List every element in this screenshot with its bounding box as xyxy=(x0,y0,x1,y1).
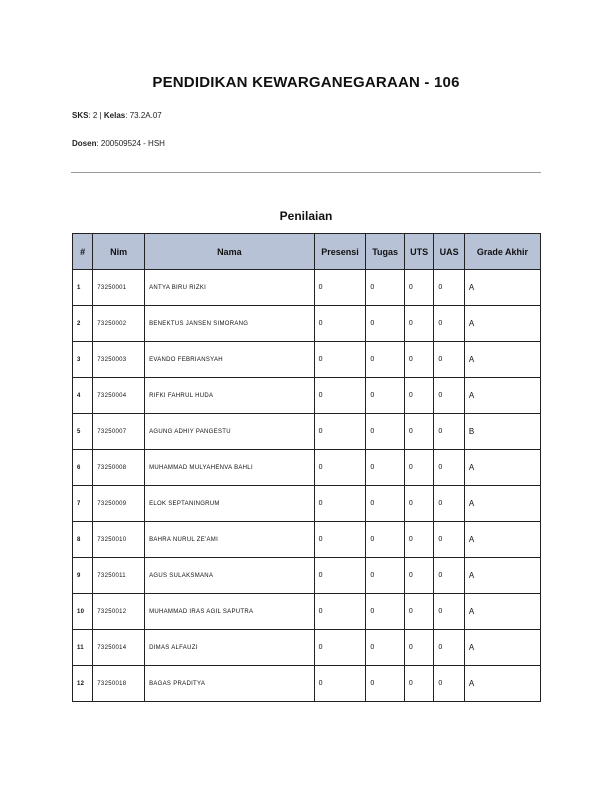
uts-cell: 0 xyxy=(404,306,433,342)
grade-cell: A xyxy=(464,558,540,594)
uas-cell: 0 xyxy=(434,270,464,306)
row-number-cell: 8 xyxy=(73,522,93,558)
uts-cell: 0 xyxy=(404,486,433,522)
nim-cell: 73250014 xyxy=(93,630,145,666)
tugas-cell: 0 xyxy=(366,522,405,558)
uas-cell: 0 xyxy=(434,342,464,378)
nim-cell: 73250010 xyxy=(93,522,145,558)
col-header-nama: Nama xyxy=(145,234,315,270)
row-number-cell: 5 xyxy=(73,414,93,450)
uas-cell: 0 xyxy=(434,306,464,342)
presensi-cell: 0 xyxy=(314,522,366,558)
sks-label: SKS xyxy=(72,111,89,120)
col-header-presensi: Presensi xyxy=(314,234,366,270)
row-number-cell: 10 xyxy=(73,594,93,630)
table-row xyxy=(73,342,541,378)
nim-cell: 73250007 xyxy=(93,414,145,450)
nim-cell: 73250002 xyxy=(93,306,145,342)
presensi-cell: 0 xyxy=(314,450,366,486)
uas-cell: 0 xyxy=(434,666,464,702)
sks-value: : 2 xyxy=(88,111,98,120)
course-meta-line xyxy=(72,111,162,120)
uas-cell: 0 xyxy=(434,594,464,630)
tugas-cell: 0 xyxy=(366,342,405,378)
tugas-cell: 0 xyxy=(366,306,405,342)
course-title: PENDIDIKAN KEWARGANEGARAAN - 106 xyxy=(152,74,460,91)
nim-cell: 73250009 xyxy=(93,486,145,522)
uts-cell: 0 xyxy=(404,378,433,414)
uas-cell: 0 xyxy=(434,378,464,414)
table-row xyxy=(73,270,541,306)
presensi-cell: 0 xyxy=(314,486,366,522)
row-number-cell: 12 xyxy=(73,666,93,702)
section-title: Penilaian xyxy=(279,209,333,223)
grade-cell: A xyxy=(464,306,540,342)
nim-cell: 73250018 xyxy=(93,666,145,702)
uts-cell: 0 xyxy=(404,594,433,630)
table-row xyxy=(73,558,541,594)
horizontal-divider xyxy=(71,172,541,173)
nim-cell: 73250004 xyxy=(93,378,145,414)
kelas-value: : 73.2A.07 xyxy=(125,111,162,120)
table-row xyxy=(73,450,541,486)
table-header-row xyxy=(73,234,541,270)
presensi-cell: 0 xyxy=(314,630,366,666)
table-row xyxy=(73,306,541,342)
nim-cell: 73250003 xyxy=(93,342,145,378)
nama-cell: ELOK SEPTANINGRUM xyxy=(145,486,315,522)
row-number-cell: 2 xyxy=(73,306,93,342)
grade-cell: A xyxy=(464,450,540,486)
uas-cell: 0 xyxy=(434,630,464,666)
nama-cell: DIMAS ALFAUZI xyxy=(145,630,315,666)
uas-cell: 0 xyxy=(434,558,464,594)
table-row xyxy=(73,522,541,558)
presensi-cell: 0 xyxy=(314,306,366,342)
tugas-cell: 0 xyxy=(366,594,405,630)
uts-cell: 0 xyxy=(404,450,433,486)
table-row xyxy=(73,594,541,630)
nama-cell: MUHAMMAD IRAS AGIL SAPUTRA xyxy=(145,594,315,630)
nama-cell: BENEKTUS JANSEN SIMORANG xyxy=(145,306,315,342)
uas-cell: 0 xyxy=(434,486,464,522)
presensi-cell: 0 xyxy=(314,594,366,630)
nim-cell: 73250012 xyxy=(93,594,145,630)
kelas-label: Kelas xyxy=(103,111,126,120)
uts-cell: 0 xyxy=(404,270,433,306)
nama-cell: ANTYA BIRU RIZKI xyxy=(145,270,315,306)
presensi-cell: 0 xyxy=(314,378,366,414)
nama-cell: AGUS SULAKSMANA xyxy=(145,558,315,594)
tugas-cell: 0 xyxy=(366,666,405,702)
col-header-uas: UAS xyxy=(434,234,464,270)
col-header-grade-akhir: Grade Akhir xyxy=(464,234,540,270)
tugas-cell: 0 xyxy=(366,630,405,666)
nama-cell: EVANDO FEBRIANSYAH xyxy=(145,342,315,378)
uas-cell: 0 xyxy=(434,414,464,450)
uts-cell: 0 xyxy=(404,342,433,378)
grades-table xyxy=(72,233,541,702)
dosen-label: Dosen xyxy=(72,139,97,148)
uts-cell: 0 xyxy=(404,414,433,450)
nama-cell: BAGAS PRADITYA xyxy=(145,666,315,702)
tugas-cell: 0 xyxy=(366,270,405,306)
nim-cell: 73250001 xyxy=(93,270,145,306)
table-body xyxy=(73,270,541,702)
tugas-cell: 0 xyxy=(366,414,405,450)
col-header-number: # xyxy=(73,234,93,270)
grade-cell: A xyxy=(464,522,540,558)
uts-cell: 0 xyxy=(404,522,433,558)
uas-cell: 0 xyxy=(434,522,464,558)
presensi-cell: 0 xyxy=(314,414,366,450)
table-row xyxy=(73,414,541,450)
presensi-cell: 0 xyxy=(314,558,366,594)
grade-cell: A xyxy=(464,378,540,414)
grade-cell: A xyxy=(464,630,540,666)
table-row xyxy=(73,486,541,522)
col-header-uts: UTS xyxy=(404,234,433,270)
grade-cell: A xyxy=(464,486,540,522)
uts-cell: 0 xyxy=(404,630,433,666)
nama-cell: AGUNG ADHIY PANGESTU xyxy=(145,414,315,450)
row-number-cell: 9 xyxy=(73,558,93,594)
grade-cell: B xyxy=(464,414,540,450)
dosen-value: : 200509524 - HSH xyxy=(96,139,165,148)
table-row xyxy=(73,666,541,702)
meta-separator: | xyxy=(99,111,102,120)
col-header-nim: Nim xyxy=(93,234,145,270)
col-header-tugas: Tugas xyxy=(366,234,405,270)
nim-cell: 73250008 xyxy=(93,450,145,486)
grade-cell: A xyxy=(464,666,540,702)
tugas-cell: 0 xyxy=(366,486,405,522)
presensi-cell: 0 xyxy=(314,342,366,378)
table-row xyxy=(73,630,541,666)
uts-cell: 0 xyxy=(404,558,433,594)
grade-cell: A xyxy=(464,342,540,378)
nama-cell: RIFKI FAHRUL HUDA xyxy=(145,378,315,414)
presensi-cell: 0 xyxy=(314,270,366,306)
row-number-cell: 3 xyxy=(73,342,93,378)
row-number-cell: 11 xyxy=(73,630,93,666)
nama-cell: BAHRA NURUL ZE'AMI xyxy=(145,522,315,558)
row-number-cell: 4 xyxy=(73,378,93,414)
nama-cell: MUHAMMAD MULYAHENVA BAHLI xyxy=(145,450,315,486)
uts-cell: 0 xyxy=(404,666,433,702)
row-number-cell: 6 xyxy=(73,450,93,486)
presensi-cell: 0 xyxy=(314,666,366,702)
grade-cell: A xyxy=(464,270,540,306)
row-number-cell: 7 xyxy=(73,486,93,522)
tugas-cell: 0 xyxy=(366,450,405,486)
row-number-cell: 1 xyxy=(73,270,93,306)
grade-cell: A xyxy=(464,594,540,630)
lecturer-line xyxy=(72,139,165,148)
table-row xyxy=(73,378,541,414)
tugas-cell: 0 xyxy=(366,558,405,594)
uas-cell: 0 xyxy=(434,450,464,486)
nim-cell: 73250011 xyxy=(93,558,145,594)
tugas-cell: 0 xyxy=(366,378,405,414)
